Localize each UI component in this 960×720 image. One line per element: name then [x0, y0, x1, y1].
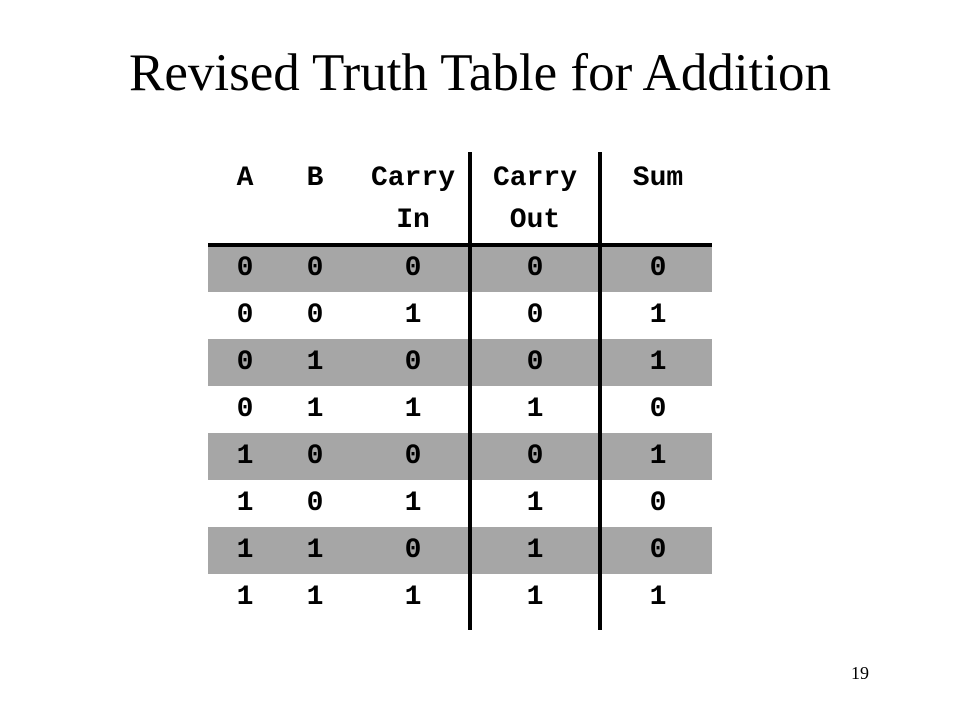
cell-a: 0	[236, 394, 254, 425]
cell-b: 0	[306, 441, 324, 472]
cell-carry-in: 1	[404, 394, 422, 425]
cell-sum: 0	[649, 535, 667, 566]
cell-a: 0	[236, 300, 254, 331]
cell-a: 1	[236, 441, 254, 472]
cell-carry-out: 1	[526, 488, 544, 519]
header-a-line1: A	[236, 163, 254, 194]
cell-sum: 1	[649, 582, 667, 613]
table-row	[208, 480, 712, 527]
table-header	[208, 152, 712, 245]
cell-sum: 0	[649, 394, 667, 425]
header-divider	[208, 243, 712, 247]
header-carry-in	[358, 158, 468, 242]
cell-a: 1	[236, 535, 254, 566]
slide-title: Revised Truth Table for Addition	[129, 44, 831, 102]
cell-carry-in: 1	[404, 488, 422, 519]
header-b-line1: B	[306, 163, 324, 194]
cell-carry-out: 1	[526, 582, 544, 613]
inputs-outputs-divider	[468, 152, 472, 630]
table-row	[208, 574, 712, 621]
header-b	[298, 158, 332, 200]
table-row	[208, 527, 712, 574]
cell-sum: 1	[649, 441, 667, 472]
cell-a: 0	[236, 347, 254, 378]
cell-carry-out: 0	[526, 300, 544, 331]
cell-carry-out: 0	[526, 441, 544, 472]
cell-b: 0	[306, 488, 324, 519]
cell-sum: 0	[649, 488, 667, 519]
cell-b: 1	[306, 347, 324, 378]
cell-carry-in: 1	[404, 300, 422, 331]
table-row	[208, 245, 712, 292]
cell-b: 1	[306, 394, 324, 425]
cell-a: 0	[236, 253, 254, 284]
cell-carry-out: 0	[526, 253, 544, 284]
cell-carry-out: 1	[526, 394, 544, 425]
cell-a: 1	[236, 582, 254, 613]
cell-a: 1	[236, 488, 254, 519]
cell-sum: 0	[649, 253, 667, 284]
header-carry-out-line1: Carry	[492, 163, 577, 194]
carry-out-sum-divider	[598, 152, 602, 630]
page-number: 19	[851, 663, 869, 683]
table-row	[208, 292, 712, 339]
cell-carry-in: 0	[404, 253, 422, 284]
cell-carry-in: 0	[404, 535, 422, 566]
header-carry-out	[476, 158, 594, 242]
table-row	[208, 433, 712, 480]
cell-carry-out: 1	[526, 535, 544, 566]
table-row	[208, 386, 712, 433]
table-row	[208, 339, 712, 386]
cell-sum: 1	[649, 300, 667, 331]
cell-carry-in: 0	[404, 347, 422, 378]
header-sum-line1: Sum	[632, 163, 684, 194]
cell-b: 0	[306, 300, 324, 331]
header-carry-in-line2: In	[396, 205, 430, 236]
cell-sum: 1	[649, 347, 667, 378]
cell-carry-out: 0	[526, 347, 544, 378]
truth-table	[208, 152, 712, 621]
header-a	[228, 158, 262, 200]
cell-carry-in: 1	[404, 582, 422, 613]
cell-b: 0	[306, 253, 324, 284]
cell-b: 1	[306, 582, 324, 613]
cell-b: 1	[306, 535, 324, 566]
header-sum	[618, 158, 698, 200]
header-carry-in-line1: Carry	[370, 163, 455, 194]
header-carry-out-line2: Out	[509, 205, 561, 236]
cell-carry-in: 0	[404, 441, 422, 472]
